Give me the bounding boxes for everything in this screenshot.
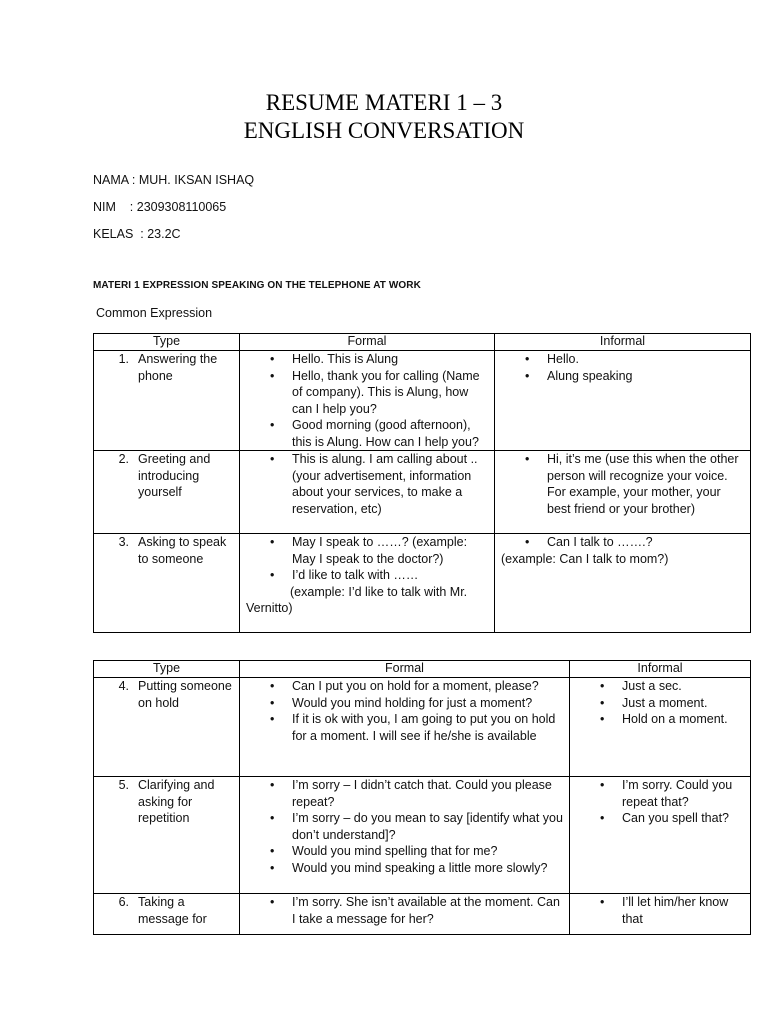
expression-table-1 [93, 333, 751, 633]
informal-cell [570, 894, 751, 935]
row-type: Asking to speak to someone [138, 535, 227, 566]
informal-example: (example: Can I talk to mom?) [501, 551, 669, 566]
informal-cell [495, 534, 751, 633]
list-item: • If it is ok with you, I am going to put you on hold for a moment. I will see if he/she is available [240, 711, 569, 744]
type-cell [94, 451, 240, 534]
list-item: • I’m sorry – I didn’t catch that. Could you please repeat? [240, 777, 569, 810]
row-number: 3. [118, 535, 129, 549]
student-class: KELAS : 23.2C [93, 227, 181, 241]
list-item: • Hi, it’s me (use this when the other person will recognize your voice. For example, your mother, your best friend or your brother) [495, 451, 750, 517]
row-number: 5. [118, 778, 129, 792]
header-informal: Informal [570, 661, 751, 678]
type-cell [94, 894, 240, 935]
formal-cell [240, 678, 570, 777]
list-item: • Just a moment. [570, 695, 750, 712]
type-cell [94, 534, 240, 633]
row-number: 1. [118, 352, 129, 366]
formal-cell [240, 534, 495, 633]
list-item: • I’ll let him/her know that [570, 894, 750, 927]
row-type: Taking a message for [138, 895, 207, 926]
table-header-row [94, 334, 751, 351]
section-heading: MATERI 1 EXPRESSION SPEAKING ON THE TELEPHONE AT WORK [93, 280, 421, 291]
formal-example-continued: Vernitto) [246, 601, 293, 615]
informal-cell [570, 678, 751, 777]
row-type: Putting someone on hold [138, 679, 232, 710]
header-formal: Formal [240, 661, 570, 678]
header-formal: Formal [240, 334, 495, 351]
list-item: • I’d like to talk with …… [240, 567, 494, 584]
list-item: • Can you spell that? [570, 810, 750, 827]
document-title-line2: ENGLISH CONVERSATION [243, 118, 525, 143]
student-nim: NIM : 2309308110065 [93, 200, 227, 214]
type-cell [94, 351, 240, 451]
header-type: Type [94, 661, 240, 678]
table-row [94, 351, 751, 451]
list-item: • Alung speaking [495, 368, 750, 385]
list-item: • Hello, thank you for calling (Name of company). This is Alung, how can I help you? [240, 368, 494, 418]
formal-cell [240, 777, 570, 894]
list-item: • Hold on a moment. [570, 711, 750, 728]
type-cell [94, 678, 240, 777]
row-number: 6. [118, 895, 129, 909]
expression-table-2 [93, 660, 751, 935]
header-type: Type [94, 334, 240, 351]
list-item: • Would you mind holding for just a moment? [240, 695, 569, 712]
formal-cell [240, 451, 495, 534]
row-type: Answering the phone [138, 352, 218, 383]
header-informal: Informal [495, 334, 751, 351]
table-header-row [94, 661, 751, 678]
row-number: 4. [118, 679, 129, 693]
list-item: • Just a sec. [570, 678, 750, 695]
table-row [94, 678, 751, 777]
formal-cell [240, 894, 570, 935]
list-item: • Can I put you on hold for a moment, please? [240, 678, 569, 695]
list-item: • Can I talk to …….? [495, 534, 750, 551]
student-name: NAMA : MUH. IKSAN ISHAQ [93, 173, 255, 187]
document-title-line1: RESUME MATERI 1 – 3 [265, 90, 503, 115]
row-type: Clarifying and asking for repetition [138, 778, 215, 825]
list-item: • Would you mind spelling that for me? [240, 843, 569, 860]
list-item: • Hello. This is Alung [240, 351, 494, 368]
list-item: • I’m sorry. She isn’t available at the moment. Can I take a message for her? [240, 894, 569, 927]
section-subheading: Common Expression [96, 306, 213, 320]
informal-cell [570, 777, 751, 894]
table-row [94, 534, 751, 633]
informal-cell [495, 351, 751, 451]
row-number: 2. [118, 452, 129, 466]
list-item: • I’m sorry – do you mean to say [identify what you don’t understand]? [240, 810, 569, 843]
formal-example: (example: I’d like to talk with Mr. [290, 584, 468, 599]
table-row [94, 777, 751, 894]
informal-cell [495, 451, 751, 534]
list-item: • I’m sorry. Could you repeat that? [570, 777, 750, 810]
type-cell [94, 777, 240, 894]
list-item: • May I speak to ……? (example: May I speak to the doctor?) [240, 534, 494, 567]
formal-cell [240, 351, 495, 451]
list-item: • Good morning (good afternoon), this is Alung. How can I help you? [240, 417, 494, 450]
list-item: • Would you mind speaking a little more slowly? [240, 860, 569, 877]
table-row [94, 451, 751, 534]
row-type: Greeting and introducing yourself [138, 452, 211, 499]
table-row [94, 894, 751, 935]
list-item: • This is alung. I am calling about .. (your advertisement, information about your services, to make a reservation, etc) [240, 451, 494, 517]
list-item: • Hello. [495, 351, 750, 368]
